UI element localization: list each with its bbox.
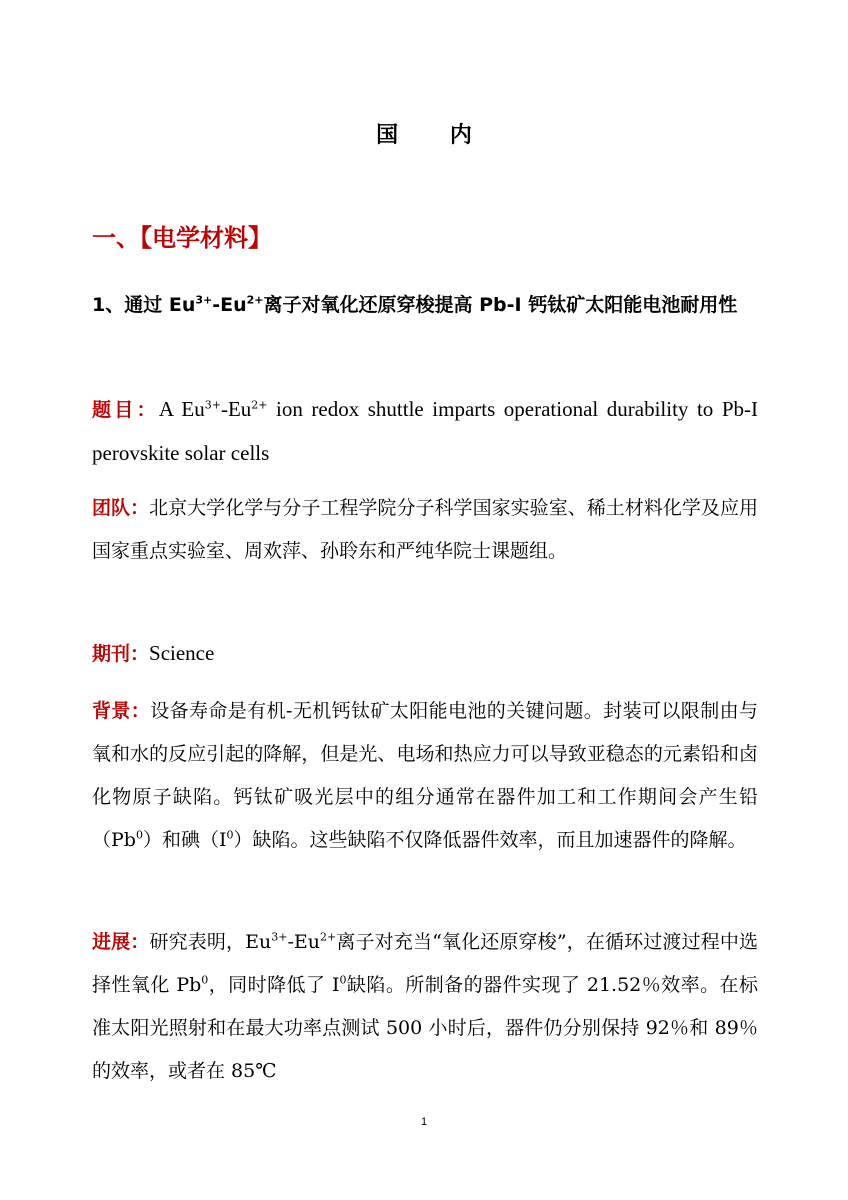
progress-sup-2: 2+ bbox=[320, 930, 337, 944]
team-paragraph bbox=[92, 487, 758, 573]
progress-text-5: 缺陷。所制备的器件实现了 21.52％效率。在标准太阳光照射和在最大功率点测试 500 小时后，器件仍分别保持 92％和 89％的效率，或者在 85℃ bbox=[92, 974, 758, 1082]
background-sup-2: 0 bbox=[226, 828, 234, 842]
journal-text: Science bbox=[149, 641, 215, 665]
page-title: 国 内 bbox=[376, 123, 494, 148]
article-title-mid: -Eu bbox=[212, 294, 247, 316]
topic-paragraph bbox=[92, 388, 758, 476]
topic-sup-1: 3+ bbox=[204, 398, 221, 412]
progress-sup-3: 0 bbox=[201, 973, 209, 987]
progress-sup-1: 3+ bbox=[271, 930, 288, 944]
progress-text-3: 离子对充当“氧化还原穿梭”，在循环过渡过程中选择性氧化 Pb bbox=[92, 931, 758, 996]
background-sup-1: 0 bbox=[135, 828, 143, 842]
topic-sup-2: 2+ bbox=[251, 398, 268, 412]
progress-text-2: -Eu bbox=[287, 931, 321, 953]
background-text-3: ）缺陷。这些缺陷不仅降低器件效率，而且加速器件的降解。 bbox=[233, 829, 747, 851]
article-title-rest: 离子对氧化还原穿梭提高 Pb-I 钙钛矿太阳能电池耐用性 bbox=[263, 294, 738, 316]
topic-pre: A Eu bbox=[158, 397, 205, 421]
background-text-2: ）和碘（I bbox=[142, 829, 227, 851]
progress-text-1: 研究表明，Eu bbox=[149, 931, 272, 953]
journal-paragraph bbox=[92, 632, 758, 676]
journal-label: 期刊： bbox=[92, 643, 150, 665]
background-label: 背景： bbox=[92, 700, 151, 722]
article-title-sup-1: 3+ bbox=[195, 293, 213, 307]
team-text: 北京大学化学与分子工程学院分子科学国家实验室、稀土材料化学及应用国家重点实验室、周欢萍、孙聆东和严纯华院士课题组。 bbox=[92, 497, 758, 562]
topic-mid: -Eu bbox=[220, 397, 252, 421]
background-paragraph bbox=[92, 690, 758, 862]
background-text-1: 设备寿命是有机-无机钙钛矿太阳能电池的关键问题。封装可以限制由与氧和水的反应引起的降解，但是光、电场和热应力可以导致亚稳态的元素铅和卤化物原子缺陷。钙钛矿吸光层中的组分通常在器件加工和工作期间会产生铅（Pb bbox=[92, 700, 758, 851]
article-title-sup-2: 2+ bbox=[246, 293, 264, 307]
section-heading: 一、【电学材料】 bbox=[92, 224, 272, 252]
topic-label: 题目： bbox=[92, 399, 159, 421]
topic-rest: ion redox shuttle imparts operational durability to Pb-I perovskite solar cells bbox=[92, 397, 758, 465]
progress-paragraph bbox=[92, 921, 758, 1093]
progress-text-4: ，同时降低了 I bbox=[208, 974, 340, 996]
team-label: 团队： bbox=[92, 497, 150, 519]
page-number: 1 bbox=[420, 1116, 428, 1128]
article-title bbox=[92, 284, 762, 327]
progress-sup-4: 0 bbox=[339, 973, 347, 987]
progress-label: 进展： bbox=[92, 931, 150, 953]
article-title-prefix: 1、通过 Eu bbox=[92, 294, 196, 316]
